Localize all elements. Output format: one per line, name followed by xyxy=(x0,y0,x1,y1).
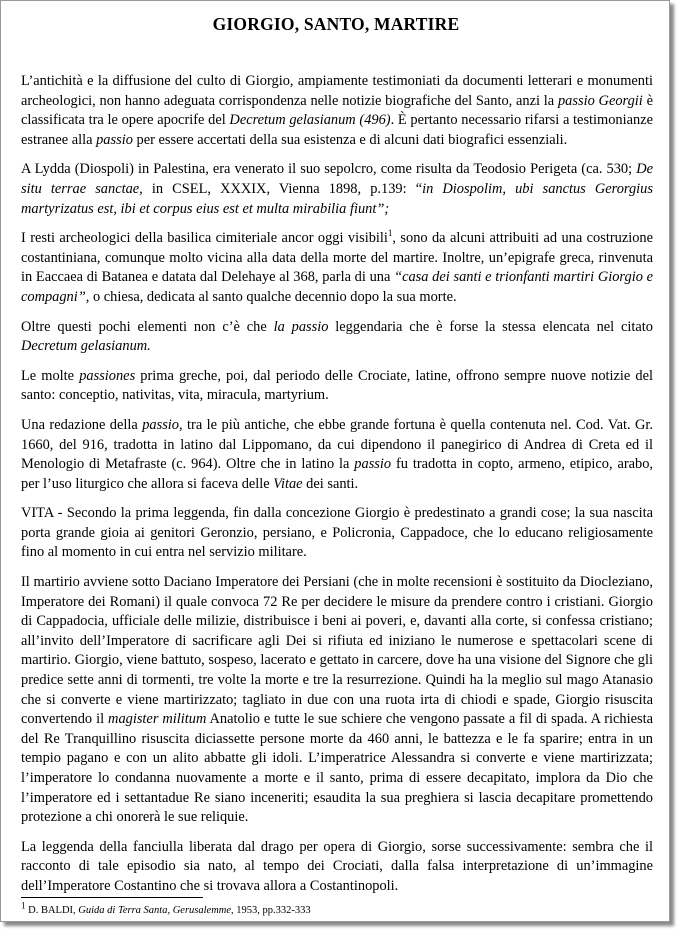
italic-text: passiones xyxy=(79,367,136,384)
paragraph xyxy=(21,229,653,307)
text-run: , 1953, pp.332-333 xyxy=(231,905,311,916)
paragraph xyxy=(21,367,653,406)
text-run: Anatolio e tutte le sue schiere che vengono passate a fil di spada. A richiesta del Re Tranquillino risuscita diciassette persone morte da 460 anni, le battezza e le fa sparire; entra in un tempio pagano e con un alito abbatte gli idoli. L’imperatrice Alessandra si converte e viene martirizzata; l’imperatore lo condanna nuovamente a morte e il santo, prima di essere decapitato, implora da Dio che l’imperatore ed i settantadue Re siano inceneriti; esaudita la sua preghiera si lascia decapitare promettendo protezione a chi onorerà le sue reliquie. xyxy=(21,711,653,826)
italic-text: in Diospolim, ubi sanctus Gerorgius martyrizatus est, ibi et corpus eius est et multa mirabilia fiunt”; xyxy=(21,180,653,217)
text-run: VITA - Secondo la prima leggenda, fin dalla concezione Giorgio è predestinato a grandi cose; la sua nascita porta grande gioia ai genitori Geronzio, persiano, e Policronia, Cappadoce, che lo educano religiosamente fino al momento in cui entra nel servizio militare. xyxy=(21,505,653,561)
text-run: prima greche, poi, dal periodo delle Crociate, latine, offrono sempre nuove notizie del santo: conceptio, nativitas, vita, miracula, martyrium. xyxy=(21,367,653,404)
text-run: , o chiesa, dedicata al santo qualche decennio dopo la sua morte. xyxy=(85,288,457,305)
footnote-ref: 1 xyxy=(387,228,393,239)
text-run: I resti archeologici della basilica cimiteriale ancor oggi visibili xyxy=(21,230,388,247)
italic-text: passio Georgii xyxy=(557,92,643,109)
text-run: La leggenda della fanciulla liberata dal drago per opera di Giorgio, sorse successivamente: sembra che il racconto di tale episodio sia nato, al tempo dei Crociati, dalla falsa interpretazione di un’immagine dell’Imperatore Costantino che si trovava allora a Costantinopoli. xyxy=(21,838,653,894)
paragraph xyxy=(21,160,653,219)
italic-text: magister militum xyxy=(108,711,207,728)
text-run: , in CSEL, XXXIX, Vienna 1898, p.139: “ xyxy=(139,180,423,197)
text-run: fu tradotta in copto, armeno, etipico, arabo, per l’uso liturgico che allora si faceva delle xyxy=(21,456,653,492)
text-run: leggendaria che è forse la stessa elencata nel citato xyxy=(328,318,654,335)
text-run: , tra le più antiche, che ebbe grande fortuna è quella contenuta nel. Cod. Vat. Gr. 1660, del 916, tradotta in latino dal Lippomano, da cui dipendono il panegirico di Andrea di Creta ed il Menologio di Metafraste (c. 964). Oltre che in latino la xyxy=(21,416,654,473)
italic-text: passio xyxy=(142,416,180,433)
paragraph xyxy=(21,838,653,897)
text-run: per essere accertati della sua esistenza e di alcuni dati biografici essenziali. xyxy=(132,131,568,148)
text-run: , sono da alcuni attribuiti ad una costruzione costantiniana, comunque molto vicina alla data della morte del martire. Inoltre, un’epigrafe greca, rinvenuta in Eaccaea di Batanea e datata dal Delehaye al 368, parla di una xyxy=(21,230,653,286)
paragraph xyxy=(21,416,653,494)
paragraph xyxy=(21,504,653,563)
text-run: Una redazione della xyxy=(21,416,143,433)
paragraph xyxy=(21,573,653,828)
italic-text: passio xyxy=(354,456,392,473)
italic-text: “casa dei santi e trionfanti martiri Giorgio e compagni” xyxy=(21,269,653,305)
text-run: L’antichità e la diffusione del culto di Giorgio, ampiamente testimoniati da documenti letterari e monumenti archeologici, non hanno adeguata corrispondenza nelle notizie biografiche del Santo, anzi la xyxy=(21,73,653,109)
paragraph xyxy=(21,72,653,150)
text-run: Le molte xyxy=(21,367,80,384)
text-run: D. BALDI, xyxy=(25,905,79,916)
italic-text: De situ terrae sanctae xyxy=(21,161,653,197)
text-run: A Lydda (Diospoli) in Palestina, era venerato il suo sepolcro, come risulta da Teodosio Perigeta (ca. 530; xyxy=(21,161,637,178)
italic-text: la passio xyxy=(273,318,329,335)
italic-text: passio xyxy=(96,131,133,148)
text-run: . È pertanto necessario rifarsi a testimonianze estranee alla xyxy=(21,112,653,148)
italic-text: Vitae xyxy=(273,475,303,492)
footnote-ref: 1 xyxy=(21,900,26,911)
italic-text: Decretum gelasianum. xyxy=(21,338,151,355)
paragraph xyxy=(21,318,653,357)
page-title: GIORGIO, SANTO, MARTIRE xyxy=(212,14,460,34)
text-run: è classificata tra le opere apocrife del xyxy=(21,92,653,129)
body-text xyxy=(21,72,653,897)
italic-text: Guida di Terra Santa, Gerusalemme xyxy=(78,905,232,916)
text-run: Oltre questi pochi elementi non c’è che xyxy=(21,318,274,335)
text-run: Il martirio avviene sotto Daciano Imperatore dei Persiani (che in molte recensioni è sostituito da Diocleziano, Imperatore dei Romani) il quale convoca 72 Re per decidere le misure da prendere contro i cristiani. Giorgio di Cappadocia, ufficiale delle milizie, distribuisce i beni ai poveri, e, davanti alla corte, si confessa cristiano; all’invito dell’Imperatore di sacrificare agli Dei si rifiuta ed iniziano le numerose e spettacolari scene di martirio. Giorgio, viene battuto, sospeso, lacerato e gettato in carcere, dove ha una visione del Signore che gli predice sette anni di tormenti, tre volte la morte e tre la resurrezione. Quindi ha la meglio sul mago Atanasio che si converte e viene martirizzato; tagliato in due con una ruota irta di chiodi e spade, Giorgio risuscita convertendo il xyxy=(21,574,653,728)
text-run: dei santi. xyxy=(302,475,359,492)
footnote-separator xyxy=(21,897,203,898)
footnote xyxy=(21,900,651,917)
italic-text: Decretum gelasianum (496) xyxy=(229,112,391,129)
